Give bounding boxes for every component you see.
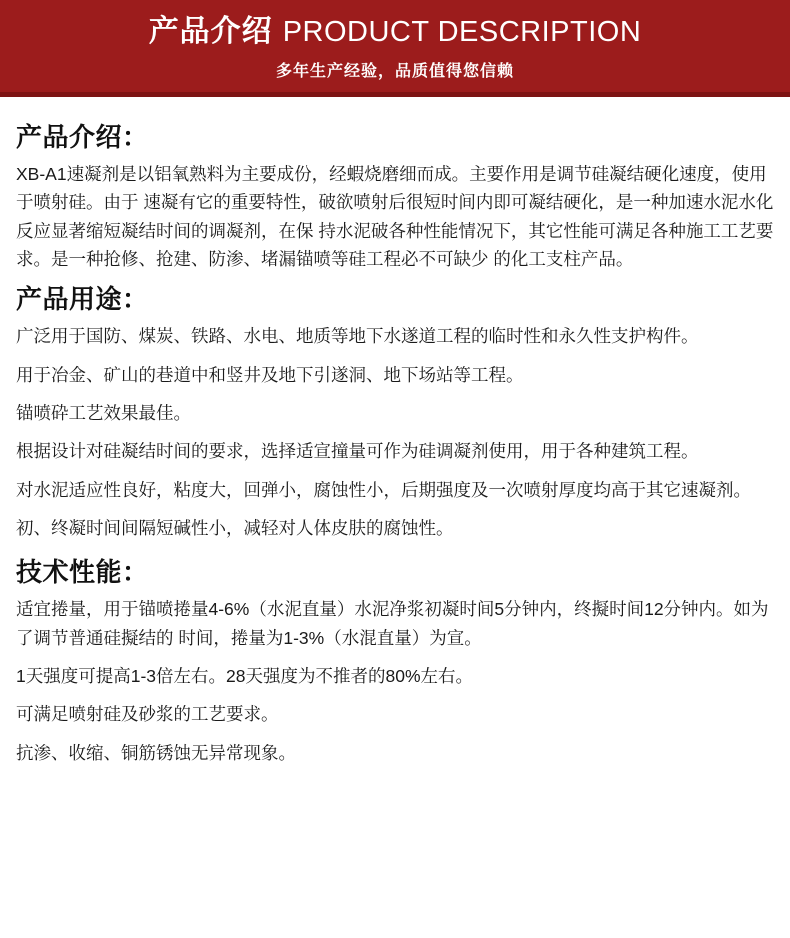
paragraph: 对水泥适应性良好，粘度大，回弹小，腐蚀性小，后期强度及一次喷射厚度均高于其它速凝剂。 bbox=[16, 479, 751, 500]
banner-title-chinese: 产品介绍 bbox=[148, 14, 273, 48]
paragraph: 初、终凝时间间隔短碱性小，减轻对人体皮肤的腐蚀性。 bbox=[16, 518, 454, 539]
paragraph: 根据设计对硅凝结时间的要求，选择适宣撞量可作为硅调凝剂使用，用于各种建筑工程。 bbox=[16, 441, 699, 462]
section-technical-performance bbox=[16, 552, 774, 767]
page-banner bbox=[0, 0, 790, 92]
paragraph: 锚喷砕工艺效果最佳。 bbox=[16, 403, 191, 424]
paragraph: 可满足喷射硅及砂浆的工艺要求。 bbox=[16, 704, 279, 725]
section-product-use bbox=[16, 279, 774, 542]
section-heading-technical-performance: 技术性能： bbox=[16, 557, 149, 588]
section-heading-product-use: 产品用途： bbox=[16, 284, 149, 315]
paragraph: 抗渗、收缩、铜筋锈蚀无异常现象。 bbox=[16, 742, 296, 763]
section-product-intro bbox=[16, 117, 774, 273]
banner-subtitle: 多年生产经验，品质值得您信赖 bbox=[275, 63, 514, 81]
section-heading-product-intro: 产品介绍： bbox=[16, 122, 149, 152]
paragraph: XB-A1速凝剂是以铝氧熟料为主要成份，经蝦烧磨细而成。主要作用是调节硅凝结硬化速度，使用于喷射硅。由于 速凝有它的重要特性，破欲喷射后很短时间内即可凝结硬化，是一种加速水泥水化反应显著缩短凝结时间的调凝剂，在保 持水泥破各种性能情况下，其它性能可满足各种施工工艺要求。是一种抢修、抢建、防渗、堵漏锚喷等硅工程必不可缺少 的化工支柱产品。 bbox=[16, 164, 774, 270]
paragraph: 用于冶金、矿山的巷道中和竖井及地下引遂洞、地下场站等工程。 bbox=[16, 364, 524, 385]
paragraph: 1天强度可提高1-3倍左右。28天强度为不推者的80%左右。 bbox=[16, 666, 474, 687]
banner-title-english: PRODUCT DESCRIPTION bbox=[282, 15, 642, 48]
paragraph: 广泛用于国防、煤炭、铁路、水电、地质等地下水遂道工程的临时性和永久性支护构件。 bbox=[16, 326, 699, 347]
document-content bbox=[0, 97, 790, 767]
banner-title-row bbox=[149, 15, 642, 49]
paragraph: 适宜捲量，用于锚喷捲量4-6%（水泥直量）水泥净浆初凝时间5分钟内，终擬时间12分钟内。如为了调节普通硅擬结的 时间，捲量为1-3%（水混直量）为宣。 bbox=[16, 599, 769, 648]
